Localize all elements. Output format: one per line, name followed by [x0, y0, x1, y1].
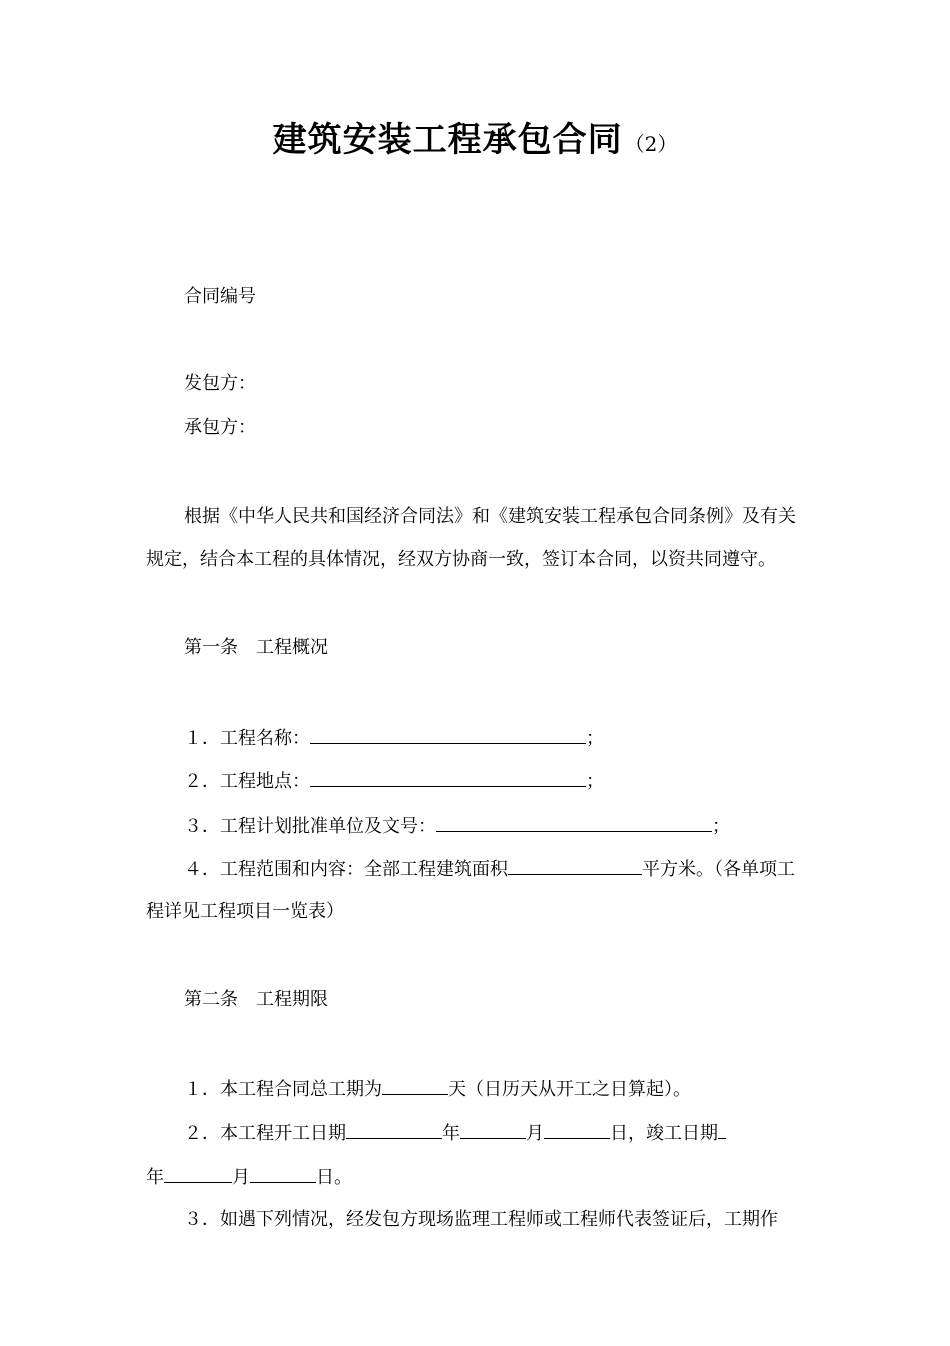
- scope-suffix: 平方米。（各单项工: [642, 859, 795, 880]
- approval-unit-end: ；: [712, 816, 730, 837]
- article-1-item-2: [184, 768, 604, 794]
- start-month-label: 月: [526, 1123, 544, 1144]
- duration-prefix: １．本工程合同总工期为: [184, 1079, 382, 1100]
- project-name-end: ；: [586, 728, 604, 749]
- article-2-heading: 第二条 工程期限: [184, 989, 328, 1010]
- project-name-label: １．工程名称：: [184, 728, 310, 749]
- approval-unit-label: ３．工程计划批准单位及文号：: [184, 816, 436, 837]
- completion-day-blank: [250, 1164, 316, 1183]
- project-location-end: ；: [586, 771, 604, 792]
- party-b-label: 承包方：: [184, 417, 256, 438]
- completion-year-blank: [718, 1120, 726, 1139]
- start-year-blank: [346, 1120, 442, 1139]
- duration-suffix: 天（日历天从开工之日算起）。: [448, 1079, 691, 1100]
- article-2-item-1: [184, 1076, 691, 1102]
- title-suffix: （2）: [624, 132, 678, 156]
- start-day-blank: [544, 1120, 610, 1139]
- duration-days-blank: [382, 1076, 448, 1095]
- project-location-label: ２．工程地点：: [184, 771, 310, 792]
- completion-date-prefix: 日，竣工日期: [610, 1123, 718, 1144]
- article-1-heading: 第一条 工程概况: [184, 637, 328, 658]
- project-location-blank: [310, 768, 586, 787]
- contract-number-label: 合同编号: [184, 286, 256, 307]
- scope-prefix: ４．工程范围和内容：全部工程建筑面积: [184, 859, 508, 880]
- completion-month-blank: [164, 1164, 232, 1183]
- article-1-item-1: [184, 725, 604, 751]
- intro-line-2: 规定，结合本工程的具体情况，经双方协商一致，签订本合同，以资共同遵守。: [146, 549, 776, 570]
- start-date-prefix: ２．本工程开工日期: [184, 1123, 346, 1144]
- article-1-item-4-line-2: 程详见工程项目一览表）: [146, 901, 344, 922]
- article-2-item-2-line-2: [146, 1164, 352, 1190]
- completion-day-label: 日。: [316, 1167, 352, 1188]
- completion-month-label: 月: [232, 1167, 250, 1188]
- document-title: [0, 112, 950, 161]
- completion-year-label: 年: [146, 1167, 164, 1188]
- start-month-blank: [460, 1120, 526, 1139]
- party-a-label: 发包方：: [184, 373, 256, 394]
- title-main: 建筑安装工程承包合同: [272, 120, 623, 160]
- article-1-item-3: [184, 813, 730, 839]
- building-area-blank: [508, 856, 642, 875]
- project-name-blank: [310, 725, 586, 744]
- intro-line-1: 根据《中华人民共和国经济合同法》和《建筑安装工程承包合同条例》及有关: [184, 506, 796, 527]
- approval-unit-blank: [436, 813, 712, 832]
- article-2-item-3: ３．如遇下列情况，经发包方现场监理工程师或工程师代表签证后，工期作: [184, 1209, 778, 1230]
- start-year-label: 年: [442, 1123, 460, 1144]
- article-2-item-2: [184, 1120, 726, 1146]
- article-1-item-4: [184, 856, 795, 882]
